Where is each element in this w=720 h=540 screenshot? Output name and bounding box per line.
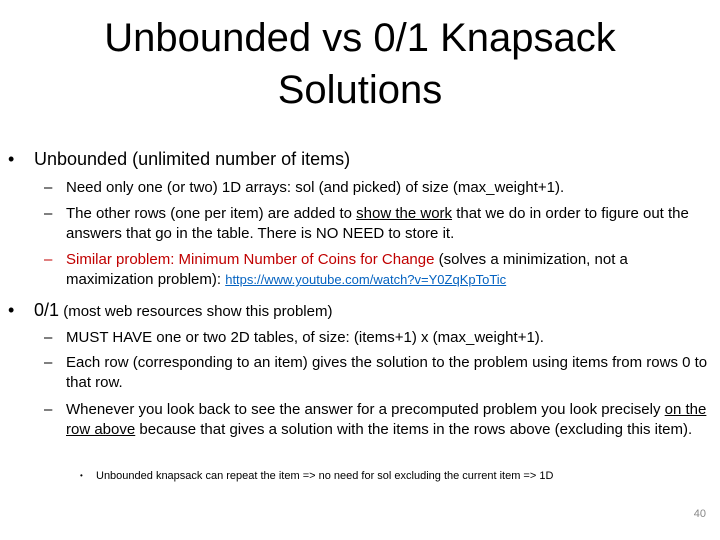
dash-icon: –	[44, 179, 53, 196]
text-part: (most web resources show this problem)	[59, 303, 333, 320]
text-part: The other rows (one per item) are added to	[66, 205, 357, 222]
page-number: 40	[693, 508, 706, 520]
title-line-2: Solutions	[277, 68, 443, 112]
sub-bullet-text	[66, 400, 711, 440]
sub-bullet-text: Need only one (or two) 1D arrays: sol (and picked) of size (max_weight+1).	[66, 179, 565, 196]
sub-bullet-text	[66, 250, 711, 290]
sub-bullet-text	[66, 204, 711, 244]
dash-icon: –	[44, 205, 53, 222]
underlined-text: show the work	[356, 205, 453, 222]
bullet-text: Unbounded (unlimited number of items)	[34, 149, 351, 169]
underlined-text: on the row above	[66, 401, 707, 438]
youtube-link[interactable]: https://www.youtube.com/watch?v=Y0ZqKpToTic	[225, 272, 507, 287]
bullet-icon: •	[8, 300, 15, 320]
dash-icon: –	[44, 251, 53, 268]
text-part: that we do in order to figure out the answers that go in the table. There is NO NEED to store it.	[66, 205, 689, 242]
slide-title	[60, 12, 660, 116]
title-line-1: Unbounded vs 0/1 Knapsack	[104, 16, 616, 60]
text-part: (solves a minimization, not a maximization problem):	[66, 251, 628, 288]
bullet-icon: •	[8, 149, 15, 169]
dash-icon: –	[44, 401, 53, 418]
dash-icon: –	[44, 354, 53, 371]
dash-icon: –	[44, 329, 53, 346]
text-part: because that gives a solution with the items in the rows above (excluding this item).	[135, 421, 693, 438]
sub-sub-bullet-text: Unbounded knapsack can repeat the item => no need for sol excluding the current item => 1D	[96, 470, 554, 482]
bullet-heading: 0/1	[34, 300, 60, 320]
sub-bullet-text: MUST HAVE one or two 2D tables, of size: (items+1) x (max_weight+1).	[66, 329, 544, 346]
highlighted-text: Similar problem: Minimum Number of Coins for Change	[66, 251, 435, 268]
bullet-icon: •	[80, 471, 83, 480]
bullet-text	[34, 299, 332, 323]
text-part: Whenever you look back to see the answer for a precomputed problem you look precisely	[66, 401, 665, 418]
sub-bullet-text: Each row (corresponding to an item) gives the solution to the problem using items from rows 0 to that row.	[66, 354, 708, 391]
